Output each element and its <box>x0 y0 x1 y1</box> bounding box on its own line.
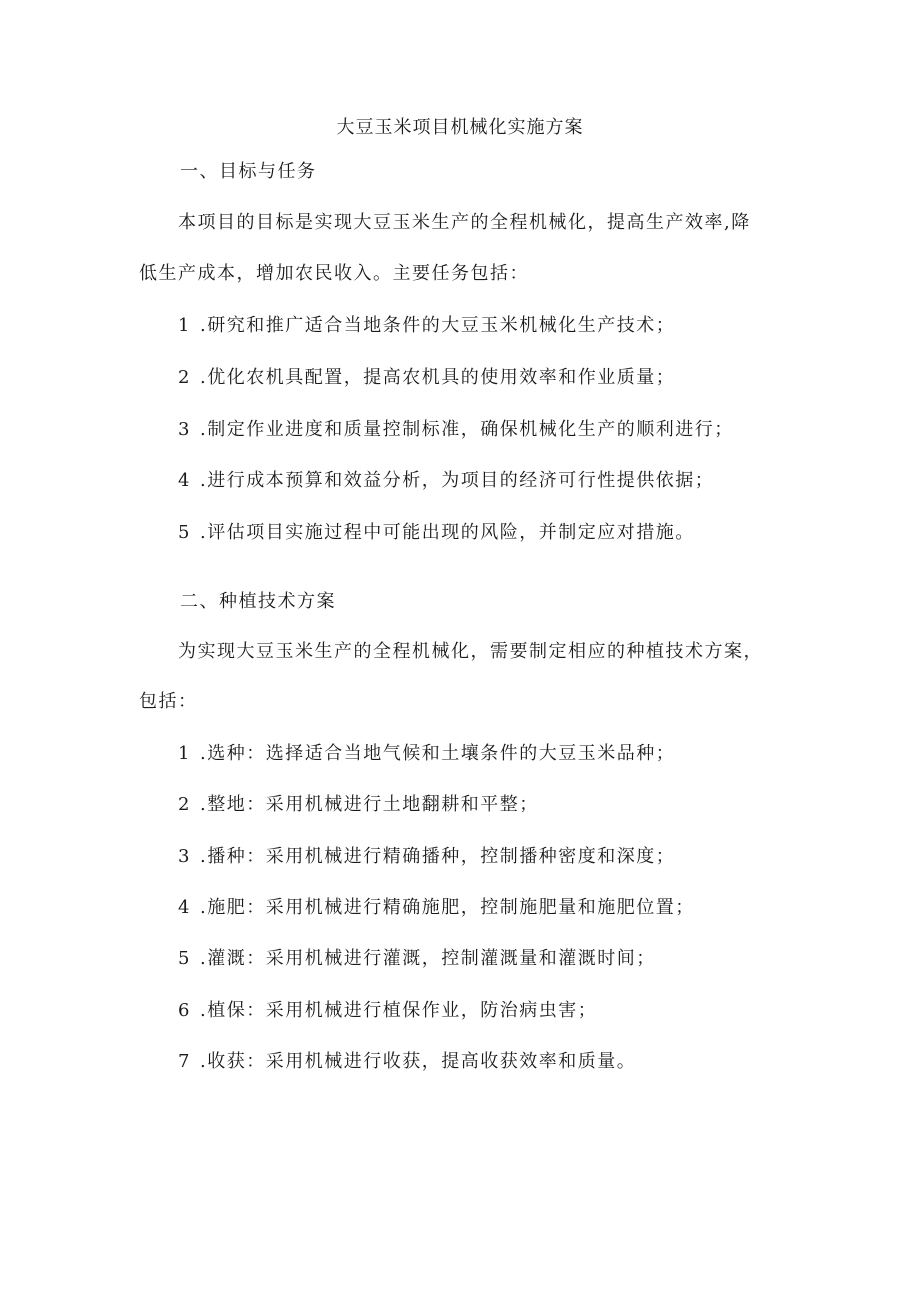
list-item-text: .施肥：采用机械进行精确施肥，控制施肥量和施肥位置； <box>200 897 695 918</box>
list-item <box>178 896 695 920</box>
list-item-number: 7 <box>178 1051 191 1072</box>
list-item-number: 4 <box>178 470 191 491</box>
section-heading-planting: 二、种植技术方案 <box>180 591 336 612</box>
list-item-number: 3 <box>178 419 191 440</box>
list-item-text: .进行成本预算和效益分析，为项目的经济可行性提供依据； <box>200 470 715 491</box>
list-item <box>178 947 656 971</box>
list-item <box>178 999 597 1023</box>
list-item-text: .收获：采用机械进行收获，提高收获效率和质量。 <box>200 1051 637 1072</box>
section-heading-goals: 一、目标与任务 <box>180 161 317 182</box>
list-item-number: 6 <box>178 1000 191 1021</box>
list-item-text: .研究和推广适合当地条件的大豆玉米机械化生产技术； <box>200 315 676 336</box>
list-item <box>178 521 695 545</box>
list-item-number: 4 <box>178 897 191 918</box>
paragraph-line: 低生产成本，增加农民收入。主要任务包括： <box>139 263 529 284</box>
list-item-number: 1 <box>178 315 191 336</box>
list-item-text: .整地：采用机械进行土地翻耕和平整； <box>200 794 539 815</box>
list-item-number: 5 <box>178 522 191 543</box>
list-item-text: .植保：采用机械进行植保作业，防治病虫害； <box>200 1000 598 1021</box>
list-item <box>178 366 675 390</box>
list-item-text: .灌溉：采用机械进行灌溉，控制灌溉量和灌溉时间； <box>200 948 656 969</box>
document-title: 大豆玉米项目机械化实施方案 <box>336 117 584 138</box>
list-item-text: .选种：选择适合当地气候和土壤条件的大豆玉米品种； <box>200 743 676 764</box>
list-item <box>178 793 539 817</box>
list-item <box>178 1050 636 1074</box>
list-item-text: .优化农机具配置，提高农机具的使用效率和作业质量； <box>200 367 676 388</box>
list-item-text: .评估项目实施过程中可能出现的风险，并制定应对措施。 <box>200 522 695 543</box>
paragraph-line: 本项目的目标是实现大豆玉米生产的全程机械化，提高生产效率,降 <box>178 212 751 233</box>
list-item <box>178 742 675 766</box>
paragraph-line: 包括： <box>139 691 198 712</box>
list-item <box>178 418 734 442</box>
list-item-number: 2 <box>178 367 191 388</box>
list-item-number: 1 <box>178 743 191 764</box>
paragraph-line: 为实现大豆玉米生产的全程机械化，需要制定相应的种植技术方案， <box>178 641 763 662</box>
list-item-text: .制定作业进度和质量控制标准，确保机械化生产的顺利进行； <box>200 419 734 440</box>
list-item <box>178 845 675 869</box>
list-item-number: 3 <box>178 846 191 867</box>
list-item-number: 2 <box>178 794 191 815</box>
list-item-text: .播种：采用机械进行精确播种，控制播种密度和深度； <box>200 846 676 867</box>
list-item-number: 5 <box>178 948 191 969</box>
list-item <box>178 314 675 338</box>
list-item <box>178 469 714 493</box>
